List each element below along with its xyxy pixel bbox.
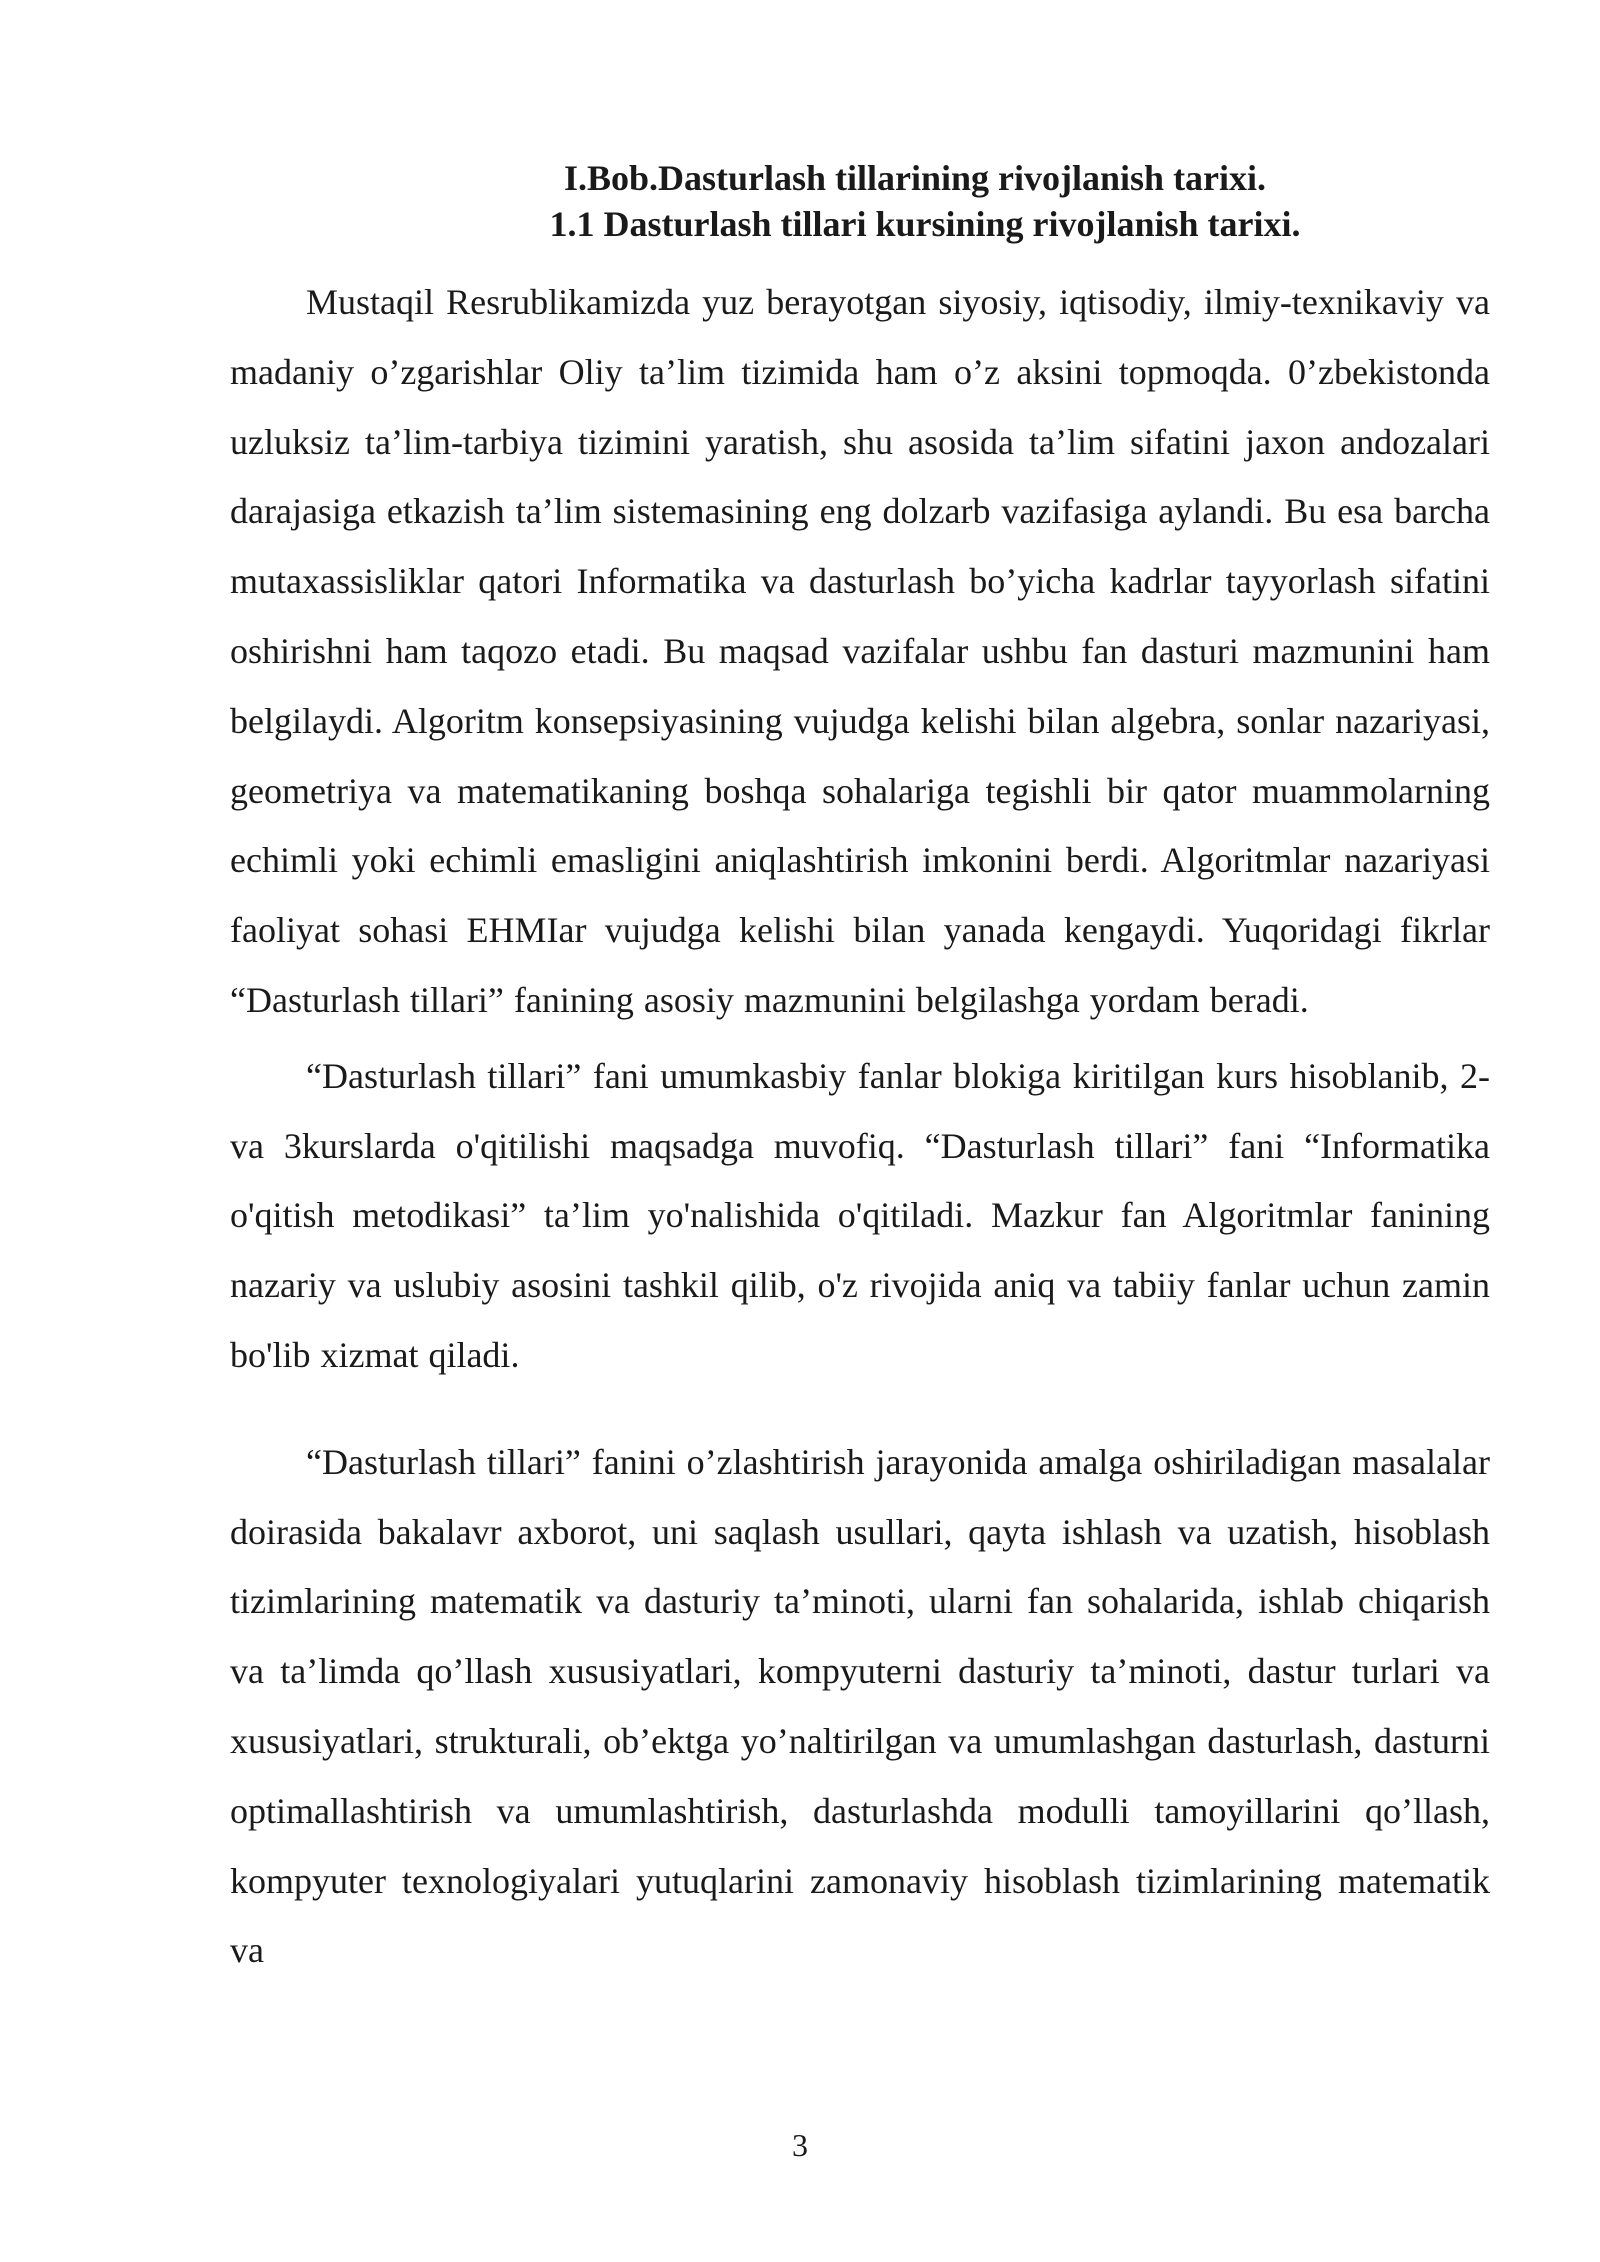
page-number: 3 <box>792 2127 808 2163</box>
paragraph: “Dasturlash tillari” fanini o’zlashtirish jarayonida amalga oshiriladigan masalalar doirasida bakalavr axborot, uni saqlash usullari, qayta ishlash va uzatish, hisoblash tizimlarining matematik va dasturiy ta’minoti, ularni fan sohalarida, ishlab chiqarish va ta’limda qo’llash xususiyatlari, kompyuterni dasturiy ta’minoti, dastur turlari va xususiyatlari, strukturali, ob’ektga yo’naltirilgan va umumlashgan dasturlash, dasturni optimallashtirish va umumlashtirish, dasturlashda modulli tamoyillarini qo’llash, kompyuter texnologiyalari yutuqlarini zamonaviy hisoblash tizimlarining matematik va <box>230 1441 1490 1971</box>
chapter-title: I.Bob.Dasturlash tillarining rivojlanish tarixi. <box>563 158 1267 198</box>
heading-block <box>230 155 1490 247</box>
section-title: 1.1 Dasturlash tillari kursining rivojlanish tarixi. <box>549 204 1301 244</box>
paragraph: Mustaqil Resrublikamizda yuz berayotgan siyosiy, iqtisodiy, ilmiy-texnikaviy va madaniy o’zgarishlar Oliy ta’lim tizimida ham o’z aksini topmoqda. 0’zbekistonda uzluksiz ta’lim-tarbiya tizimini yaratish, shu asosida ta’lim sifatini jaxon andozalari darajasiga etkazish ta’lim sistemasining eng dolzarb vazifasiga aylandi. Bu esa barcha mutaxassisliklar qatori Informatika va dasturlash bo’yicha kadrlar tayyorlash sifatini oshirishni ham taqozo etadi. Bu maqsad vazifalar ushbu fan dasturi mazmunini ham belgilaydi. Algoritm konsepsiyasining vujudga kelishi bilan algebra, sonlar nazariyasi, geometriya va matematikaning boshqa sohalariga tegishli bir qator muammolarning echimli yoki echimli emasligini aniqlashtirish imkonini berdi. Algoritmlar nazariyasi faoliyat sohasi EHMIar vujudga kelishi bilan yanada kengaydi. Yuqoridagi fikrlar “Dasturlash tillari” fanining asosiy mazmunini belgilashga yordam beradi. <box>230 282 1490 1020</box>
paragraph: “Dasturlash tillari” fani umumkasbiy fanlar blokiga kiritilgan kurs hisoblanib, 2- va 3kurslarda o'qitilishi maqsadga muvofiq. “Dasturlash tillari” fani “Informatika o'qitish metodikasi” ta’lim yo'nalishida o'qitiladi. Mazkur fan Algoritmlar fanining nazariy va uslubiy asosini tashkil qilib, o'z rivojida aniq va tabiiy fanlar uchun zamin bo'lib xizmat qiladi. <box>230 1055 1490 1375</box>
body-text <box>230 268 1490 1986</box>
